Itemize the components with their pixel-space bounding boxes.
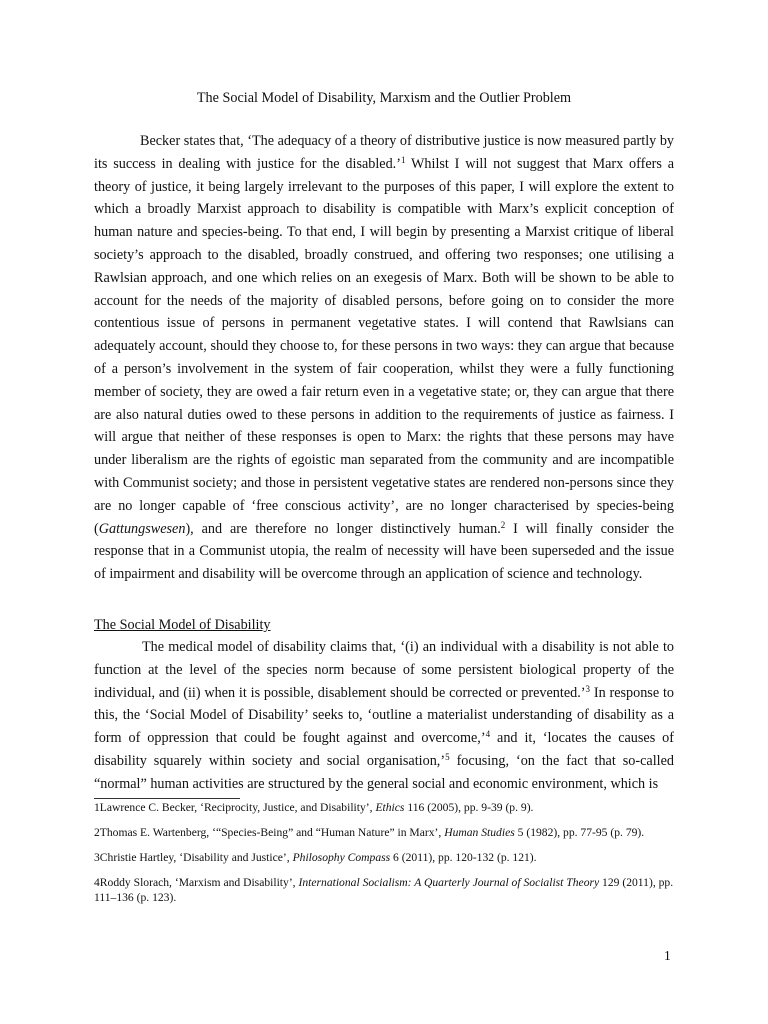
- footnote-text: 116 (2005), pp. 9-39 (p. 9).: [404, 801, 534, 814]
- section-paragraph: [94, 636, 674, 796]
- footnote-source: International Socialism: A Quarterly Journal of Socialist Theory: [298, 876, 600, 889]
- footnote-2: [94, 825, 674, 840]
- footnote-3: [94, 850, 674, 865]
- page-number: 1: [664, 948, 671, 963]
- footnote-ref-2[interactable]: 2: [500, 519, 506, 530]
- intro-term: Gattungswesen: [98, 520, 186, 537]
- footnote-text: Thomas E. Wartenberg, ‘“Species-Being” and “Human Nature” in Marx’,: [99, 826, 445, 839]
- footnote-divider: [94, 798, 240, 799]
- footnotes: [94, 800, 674, 915]
- footnote-ref-4[interactable]: 4: [485, 729, 491, 740]
- footnote-text: 129 (2011), pp. 111–136 (p. 123).: [94, 876, 674, 904]
- footnote-source: Ethics: [375, 801, 405, 814]
- footnote-text: Lawrence C. Becker, ‘Reciprocity, Justice, and Disability’,: [99, 801, 376, 814]
- footnote-ref-5[interactable]: 5: [445, 751, 450, 762]
- footnote-number: 1: [94, 801, 100, 814]
- intro-text: ), and are therefore no longer distinctively human.: [185, 520, 501, 537]
- intro-text: Whilst I will not suggest that Marx offers a theory of justice, it being largely irrelevant to the purposes of this paper, I will explore the extent to which a broadly Marxist approach to disability is compatible with Marx’s explicit conception of human nature and species-being. To that end, I will begin by presenting a Marxist critique of liberal society’s approach to the disabled, broadly construed, and offering two responses; one utilising a Rawlsian approach, and one which relies on an exegesis of Marx. Both will be shown to be able to account for the needs of the majority of disabled persons, before going on to consider the more contentious issue of persons in permanent vegetative states. I will contend that Rawlsians can adequately account, should they choose to, for these persons in two ways: they can argue that because of a person’s involvement in the system of fair cooperation, whilst they were a fully functioning member of society, they are owed a fair return even in a vegetative state; or, they can argue that there are also natural duties owed to these persons in addition to the requirements of justice as fairness. I will argue that neither of these responses is open to Marx: the rights that these persons may have under liberalism are the rights of egoistic man separated from the community and are incompatible with Communist society; and those in persistent vegetative states are rendered non-persons since they are no longer capable of ‘free conscious activity’, are no longer characterised by species-being (: [94, 155, 674, 537]
- section-heading: The Social Model of Disability: [94, 617, 271, 633]
- footnote-4: [94, 875, 674, 905]
- intro-text: Becker states that, ‘The adequacy of a theory of distributive justice is now measured partly by its success in dealing with justice for the disabled.’: [94, 133, 674, 172]
- footnote-1: [94, 800, 674, 815]
- footnote-text: 6 (2011), pp. 120-132 (p. 121).: [390, 851, 537, 864]
- footnote-ref-3[interactable]: 3: [585, 683, 591, 694]
- paper-title: The Social Model of Disability, Marxism and the Outlier Problem: [196, 90, 572, 106]
- footnote-number: 4: [94, 876, 100, 889]
- footnote-ref-1[interactable]: 1: [400, 154, 406, 165]
- footnote-text: Roddy Slorach, ‘Marxism and Disability’,: [99, 876, 299, 889]
- footnote-source: Human Studies: [444, 826, 515, 839]
- footnote-text: 5 (1982), pp. 77-95 (p. 79).: [514, 826, 645, 839]
- footnote-number: 3: [94, 851, 100, 864]
- footnote-number: 2: [94, 826, 100, 839]
- footnote-text: Christie Hartley, ‘Disability and Justice’,: [99, 851, 293, 864]
- intro-text: I will finally consider the response that in a Communist utopia, the realm of necessity will have been superseded and the issue of impairment and disability will be overcome through an application of science and technology.: [94, 520, 674, 583]
- intro-paragraph: [94, 130, 674, 586]
- section-text: and it, ‘locates the causes of disability squarely within society and social organisation,’: [94, 730, 674, 769]
- section-text: In response to this, the ‘Social Model of Disability’ seeks to, ‘outline a materialist understanding of disability as a form of oppression that could be fought against and overcome,’: [94, 684, 674, 747]
- footnote-source: Philosophy Compass: [292, 851, 391, 864]
- section-text: focusing, ‘on the fact that so-called “normal” human activities are structured by the general social and economic environment, which is: [94, 752, 674, 792]
- section-text: The medical model of disability claims that, ‘(i) an individual with a disability is not able to function at the level of the species norm because of some persistent biological property of the individual, and (ii) when it is possible, disablement should be corrected or prevented.’: [94, 639, 674, 701]
